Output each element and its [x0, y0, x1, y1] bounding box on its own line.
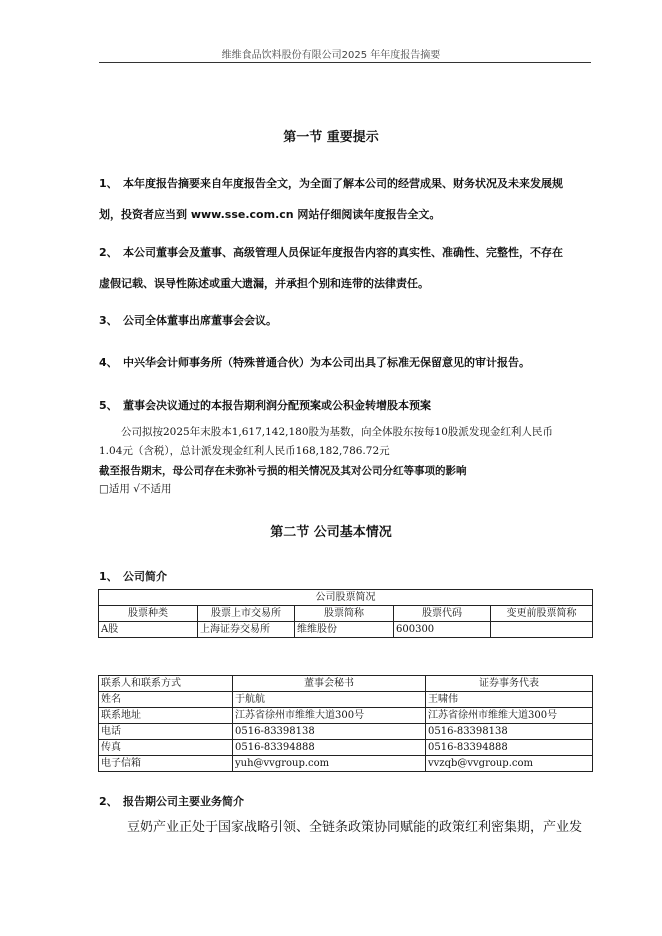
contact-field-value: yuh@vvgroup.com	[233, 756, 426, 772]
stock-table-cell	[491, 622, 593, 638]
contact-field-value: 0516-83394888	[426, 740, 593, 756]
section1-title: 第一节 重要提示	[283, 130, 379, 145]
notice-item-4	[99, 347, 591, 378]
item-number: 3、	[99, 314, 118, 327]
item-number: 4、	[99, 356, 118, 369]
contact-field-value: vvzqb@vvgroup.com	[426, 756, 593, 772]
dividend-text-line1: 公司拟按2025年末股本1,617,142,180股为基数，向全体股东按每10股派发现金红利人民币	[121, 426, 553, 438]
dividend-text-line2: 1.04元（含税），总计派发现金红利人民币168,182,786.72元	[99, 445, 390, 457]
item-number: 1、	[99, 177, 118, 190]
notice-item-1	[99, 168, 591, 230]
item-text-line1: 本公司董事会及董事、高级管理人员保证年度报告内容的真实性、准确性、完整性，不存在	[123, 246, 563, 259]
table-row	[99, 756, 593, 772]
item-text-line1: 本年度报告摘要来自年度报告全文，为全面了解本公司的经营成果、财务状况及未来发展规	[123, 177, 563, 190]
item-text: 中兴华会计师事务所（特殊普通合伙）为本公司出具了标准无保留意见的审计报告。	[123, 356, 530, 369]
item-text: 董事会决议通过的本报告期利润分配预案或公积金转增股本预案	[123, 399, 431, 412]
contact-info-table	[98, 675, 593, 772]
table-row	[99, 724, 593, 740]
notice-item-3	[99, 305, 591, 336]
contact-field-label: 电话	[99, 724, 233, 740]
item-number: 1、	[99, 570, 118, 583]
contact-field-value: 江苏省徐州市维维大道300号	[233, 708, 426, 724]
notice-item-5	[99, 390, 591, 421]
contact-field-label: 姓名	[99, 692, 233, 708]
item-number: 5、	[99, 399, 118, 412]
stock-table-header: 变更前股票简称	[491, 606, 593, 622]
stock-table-header: 股票简称	[295, 606, 394, 622]
contact-field-label: 传真	[99, 740, 233, 756]
item-text-line2: 虚假记载、误导性陈述或重大遗漏，并承担个别和连带的法律责任。	[99, 277, 429, 290]
subsection-label: 报告期公司主要业务简介	[123, 795, 244, 808]
stock-table-cell: 600300	[394, 622, 491, 638]
section2-title: 第二节 公司基本情况	[270, 525, 392, 540]
subsection-label: 公司简介	[123, 570, 167, 583]
item-number: 2、	[99, 795, 118, 808]
item-number: 2、	[99, 246, 118, 259]
stock-table-cell: 维维股份	[295, 622, 394, 638]
stock-info-table	[98, 589, 593, 638]
subsection-business-summary	[99, 786, 591, 817]
table-row	[99, 692, 593, 708]
item-text-line2: 划，投资者应当到 www.sse.com.cn 网站仔细阅读年度报告全文。	[99, 208, 441, 221]
contact-table-header: 董事会秘书	[233, 676, 426, 692]
contact-field-value: 王啸伟	[426, 692, 593, 708]
contact-field-value: 江苏省徐州市维维大道300号	[426, 708, 593, 724]
stock-table-cell: 上海证券交易所	[198, 622, 295, 638]
notice-item-2	[99, 237, 591, 299]
loss-options: □适用 √不适用	[99, 483, 172, 495]
subsection-company-profile	[99, 561, 591, 592]
contact-field-value: 0516-83398138	[233, 724, 426, 740]
contact-field-value: 0516-83394888	[233, 740, 426, 756]
contact-field-value: 0516-83398138	[426, 724, 593, 740]
stock-table-caption: 公司股票简况	[99, 590, 593, 606]
stock-table-header: 股票上市交易所	[198, 606, 295, 622]
table-row	[99, 708, 593, 724]
stock-table-header: 股票种类	[99, 606, 198, 622]
stock-table-header: 股票代码	[394, 606, 491, 622]
contact-table-header: 联系人和联系方式	[99, 676, 233, 692]
business-paragraph: 豆奶产业正处于国家战略引领、全链条政策协同赋能的政策红利密集期，产业发	[127, 820, 583, 835]
table-row	[99, 740, 593, 756]
stock-table-cell: A股	[99, 622, 198, 638]
contact-field-label: 电子信箱	[99, 756, 233, 772]
contact-field-value: 于航航	[233, 692, 426, 708]
item-text: 公司全体董事出席董事会会议。	[123, 314, 277, 327]
page-header: 维维食品饮料股份有限公司2025 年年度报告摘要	[221, 50, 441, 61]
loss-title: 截至报告期末，母公司存在未弥补亏损的相关情况及其对公司分红等事项的影响	[99, 465, 467, 477]
header-divider	[99, 62, 591, 63]
contact-field-label: 联系地址	[99, 708, 233, 724]
contact-table-header: 证券事务代表	[426, 676, 593, 692]
